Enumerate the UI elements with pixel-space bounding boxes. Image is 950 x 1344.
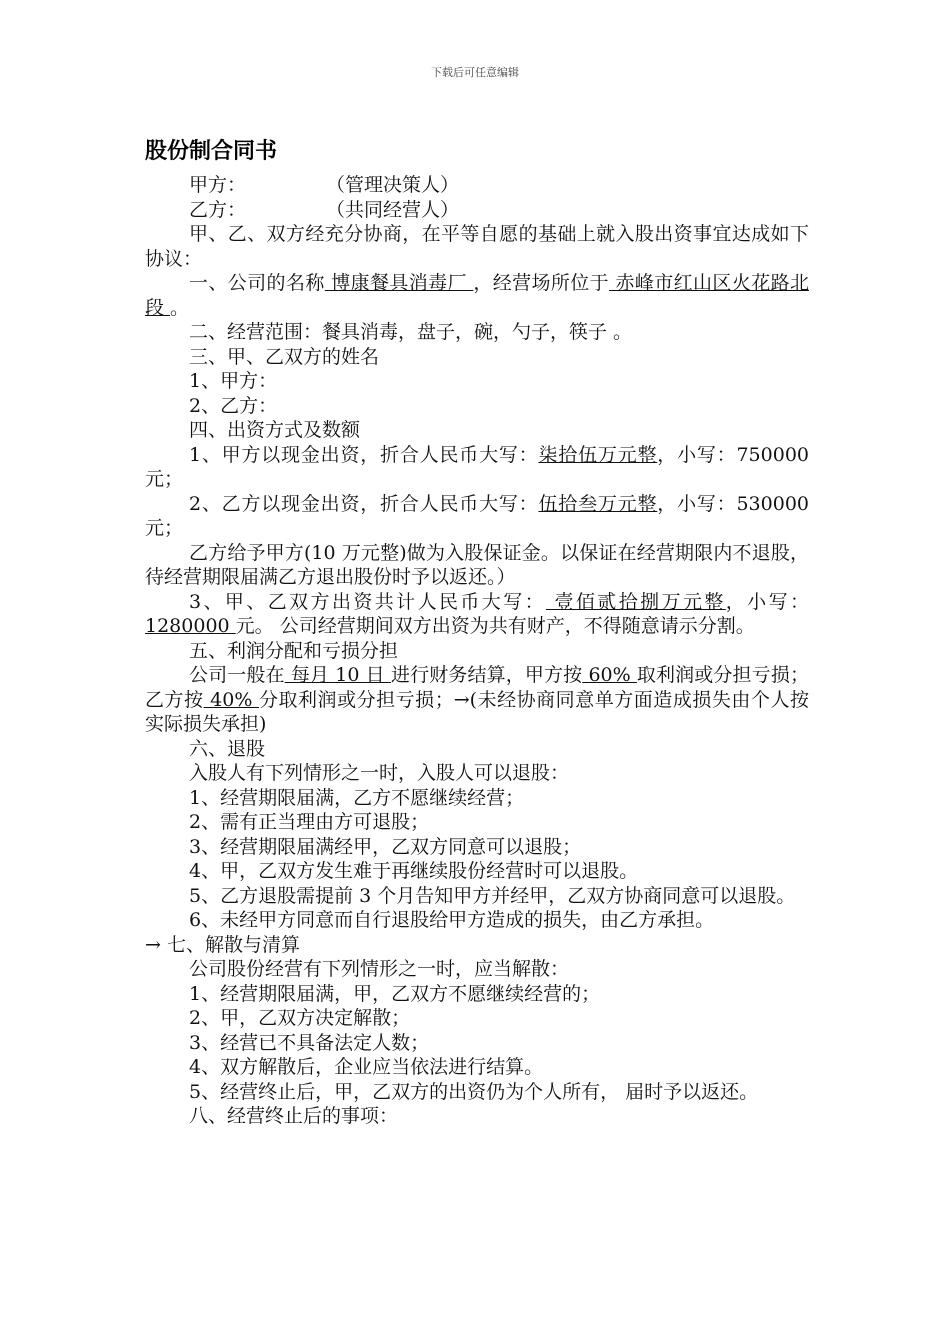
section-7-lead: 公司股份经营有下列情形之一时，应当解散： [189,958,570,980]
section-6-item: 4、甲，乙双方发生难于再继续股份经营时可以退股。 [189,860,639,882]
section-5-paragraph [145,663,809,737]
item-3-mid: ，小写： [725,590,809,613]
party-b-line [145,198,809,223]
intro-paragraph: 甲、乙、双方经充分协商，在平等自愿的基础上就入股出资事宜达成如下协议： [145,223,809,270]
settlement-date: 每月 10 日 [284,664,391,686]
item-3-end: 元。 公司经营期间双方出资为共有财产，不得随意请示分割。 [235,615,755,637]
section-8-heading: 八、经营终止后的事项： [189,1105,399,1127]
section-7-item: 5、经营终止后，甲，乙双方的出资仍为个人所有， 届时予以返还。 [189,1080,759,1103]
section-1-prefix: 一、公司的名称 [189,272,325,294]
section-7-item: 3、经营已不具备法定人数； [189,1031,430,1054]
company-name: 博康餐具消毒厂 [324,272,474,294]
section-1-mid: ，经营场所位于 [473,272,610,294]
item-1-end: ，小写：750000 元； [145,443,809,490]
party-a-share: 60% [582,664,637,686]
item-1-text: 1、甲方以现金出资，折合人民币大写： [189,443,539,466]
party-a-role: （管理决策人） [326,174,460,196]
contract-body [145,173,809,1129]
section-7-heading: → 七、解散与清算 [145,933,300,956]
section-6-item: 2、需有正当理由方可退股； [189,811,430,833]
party-b-role: （共同经营人） [326,198,460,221]
party-a-line [145,173,809,198]
section-4-item-2 [145,492,809,541]
section-6-heading: 六、退股 [189,737,266,760]
section-6-item: 5、乙方退股需提前 3 个月告知甲方并经甲，乙双方协商同意可以退股。 [189,884,796,907]
party-a-amount: 柒拾伍万元整 [538,443,658,466]
deposit-paragraph: 乙方给予甲方(10 万元整)做为入股保证金。以保证在经营期限内不退股，待经营期限届满乙方退出股份时予以返还。） [145,541,809,588]
total-amount-words: 壹佰贰拾捌万元整 [546,590,726,613]
s5-text-4: 分取利润或分担亏损；→(未经协商同意单方面造成损失由个人按实际损失承担) [145,688,809,735]
company-address: 赤峰市红山区火花路北段 [145,272,809,319]
section-6-item: 1、经营期限届满，乙方不愿继续经营； [189,786,525,809]
section-7-item: 2、甲，乙双方决定解散； [189,1007,411,1029]
section-6-item: 3、经营期限届满经甲，乙双方同意可以退股； [189,835,582,858]
section-2: 二、经营范围：餐具消毒，盘子，碗，勺子，筷子 。 [189,321,633,343]
page-header: 下载后可任意编辑 [431,66,519,79]
item-3-text: 3、甲、乙双方出资共计人民币大写： [189,590,547,613]
section-4-item-3 [145,590,809,639]
section-7-item: 4、双方解散后，企业应当依法进行结算。 [189,1056,544,1078]
s5-text-3: 取利润或分担亏损；乙方按 [145,664,809,711]
section-1 [145,271,809,320]
section-3-heading: 三、甲、乙双方的姓名 [189,345,380,368]
section-6-lead: 入股人有下列情形之一时，入股人可以退股： [189,762,570,784]
section-5-heading: 五、利润分配和亏损分担 [189,639,399,662]
section-3-party-b: 2、乙方： [189,394,278,417]
section-3-party-a: 1、甲方： [189,370,278,392]
party-b-amount: 伍拾叁万元整 [538,492,658,515]
item-2-text: 2、乙方以现金出资，折合人民币大写： [189,492,539,515]
party-b-share: 40% [203,688,259,711]
section-4-heading: 四、出资方式及数额 [189,419,361,441]
s5-text-2: 进行财务结算，甲方按 [390,664,583,686]
s5-text-1: 公司一般在 [189,664,285,686]
section-7-item: 1、经营期限届满，甲，乙双方不愿继续经营的； [189,982,601,1005]
item-2-end: ，小写：530000 元； [145,492,809,539]
section-1-end: 。 [170,296,190,319]
section-6-item: 6、未经甲方同意而自行退股给甲方造成的损失，由乙方承担。 [189,909,715,931]
total-amount-number: 1280000 [145,615,236,637]
section-4-item-1 [145,443,809,492]
page-title: 股份制合同书 [145,139,278,164]
party-a-label: 甲方： [189,174,247,196]
party-b-label: 乙方： [189,198,247,221]
